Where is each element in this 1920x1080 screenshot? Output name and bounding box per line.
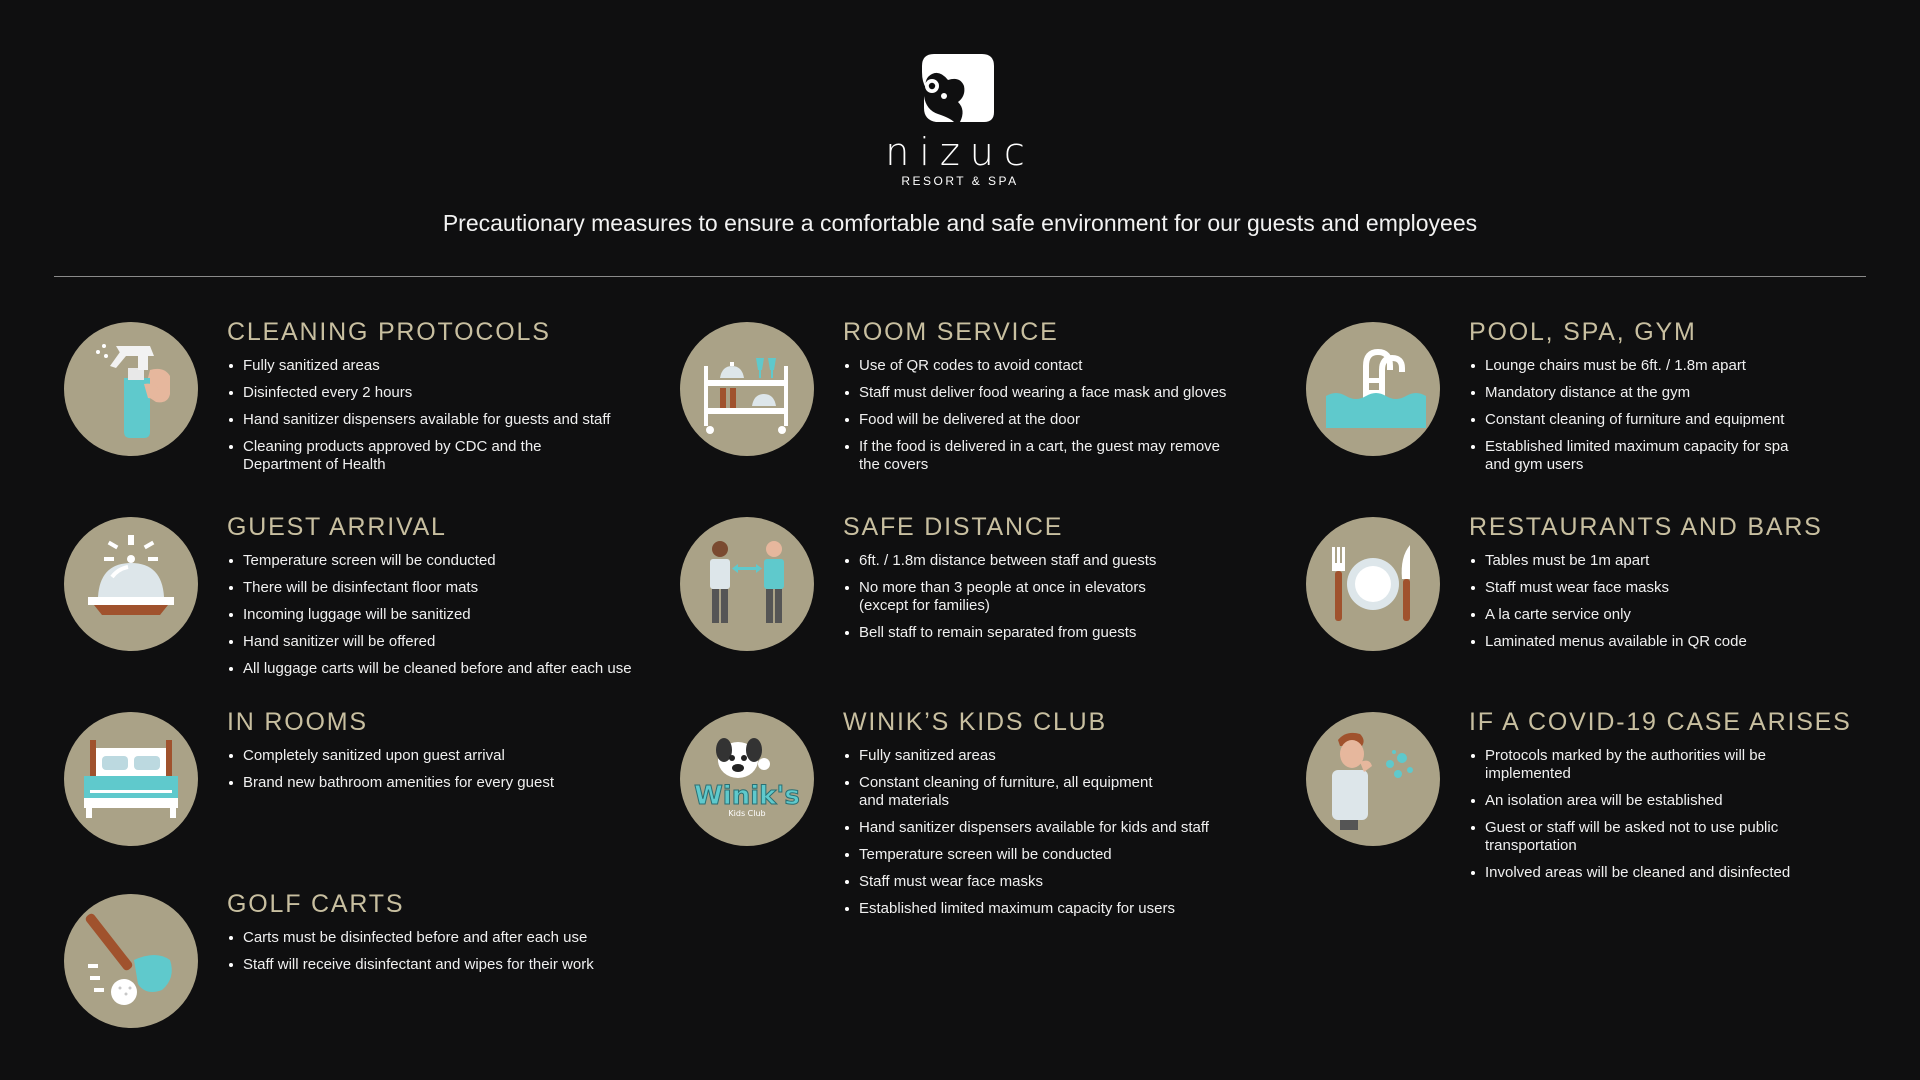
spray-bottle-icon: [64, 322, 198, 456]
list-item: Laminated menus available in QR code: [1471, 633, 1871, 651]
section-title: GOLF CARTS: [227, 890, 405, 918]
bullet-list: [229, 747, 639, 801]
list-item: Constant cleaning of furniture, all equipment and materials: [845, 774, 1175, 810]
list-item: An isolation area will be established: [1471, 792, 1811, 810]
section-title: ROOM SERVICE: [843, 318, 1059, 346]
list-item: Tables must be 1m apart: [1471, 552, 1871, 570]
list-item: Temperature screen will be conducted: [845, 846, 1235, 864]
list-item: Constant cleaning of furniture and equipment: [1471, 411, 1871, 429]
plate-cutlery-icon: [1306, 517, 1440, 651]
list-item: Staff must wear face masks: [1471, 579, 1871, 597]
people-distance-icon: [680, 517, 814, 651]
list-item: Fully sanitized areas: [845, 747, 1235, 765]
bullet-list: [1471, 357, 1871, 483]
list-item: Brand new bathroom amenities for every guest: [229, 774, 639, 792]
list-item: Carts must be disinfected before and after each use: [229, 929, 639, 947]
section-title: IN ROOMS: [227, 708, 368, 736]
list-item: Staff must deliver food wearing a face mask and gloves: [845, 384, 1255, 402]
section-title: WINIK’S KIDS CLUB: [843, 708, 1107, 736]
list-item: If the food is delivered in a cart, the guest may remove the covers: [845, 438, 1225, 474]
bullet-list: [1471, 552, 1871, 660]
list-item: Cleaning products approved by CDC and the Department of Health: [229, 438, 569, 474]
list-item: Established limited maximum capacity for spa and gym users: [1471, 438, 1811, 474]
list-item: Hand sanitizer will be offered: [229, 633, 639, 651]
pool-ladder-icon: [1306, 322, 1440, 456]
list-item: A la carte service only: [1471, 606, 1871, 624]
brand-subtitle: RESORT & SPA: [901, 174, 1019, 188]
sneezing-person-icon: [1306, 712, 1440, 846]
list-item: Incoming luggage will be sanitized: [229, 606, 639, 624]
bullet-list: [1471, 747, 1811, 891]
list-item: 6ft. / 1.8m distance between staff and guests: [845, 552, 1175, 570]
list-item: Bell staff to remain separated from guests: [845, 624, 1175, 642]
list-item: Temperature screen will be conducted: [229, 552, 639, 570]
section-title: IF A COVID-19 CASE ARISES: [1469, 708, 1852, 736]
kids-club-logo-subtext: Kids Club: [728, 809, 766, 818]
list-item: There will be disinfectant floor mats: [229, 579, 639, 597]
brand-name: nizuc: [885, 130, 1035, 174]
list-item: Staff must wear face masks: [845, 873, 1235, 891]
section-title: SAFE DISTANCE: [843, 513, 1064, 541]
list-item: Disinfected every 2 hours: [229, 384, 619, 402]
bullet-list: [229, 929, 639, 983]
bullet-list: [845, 552, 1175, 651]
service-bell-icon: [64, 517, 198, 651]
list-item: No more than 3 people at once in elevators (except for families): [845, 579, 1165, 615]
section-title: RESTAURANTS AND BARS: [1469, 513, 1823, 541]
bullet-list: [845, 357, 1255, 483]
service-cart-icon: [680, 322, 814, 456]
list-item: Hand sanitizer dispensers available for guests and staff: [229, 411, 619, 429]
kids-club-logo-text: Winik's: [694, 781, 800, 811]
list-item: Food will be delivered at the door: [845, 411, 1255, 429]
list-item: Fully sanitized areas: [229, 357, 619, 375]
bullet-list: [229, 357, 619, 483]
list-item: Staff will receive disinfectant and wipes for their work: [229, 956, 639, 974]
list-item: Guest or staff will be asked not to use public transportation: [1471, 819, 1791, 855]
nizuc-logo-icon: [920, 52, 996, 124]
section-title: GUEST ARRIVAL: [227, 513, 447, 541]
list-item: All luggage carts will be cleaned before and after each use: [229, 660, 639, 678]
list-item: Mandatory distance at the gym: [1471, 384, 1871, 402]
list-item: Established limited maximum capacity for users: [845, 900, 1235, 918]
kids-club-logo-icon: [680, 712, 814, 846]
list-item: Involved areas will be cleaned and disinfected: [1471, 864, 1811, 882]
section-title: CLEANING PROTOCOLS: [227, 318, 551, 346]
golf-club-icon: [64, 894, 198, 1028]
section-title: POOL, SPA, GYM: [1469, 318, 1697, 346]
bed-icon: [64, 712, 198, 846]
list-item: Lounge chairs must be 6ft. / 1.8m apart: [1471, 357, 1871, 375]
list-item: Protocols marked by the authorities will be implemented: [1471, 747, 1791, 783]
list-item: Use of QR codes to avoid contact: [845, 357, 1255, 375]
header-divider: [54, 276, 1866, 277]
page-tagline: Precautionary measures to ensure a comfortable and safe environment for our guests and employees: [442, 210, 1478, 236]
list-item: Hand sanitizer dispensers available for kids and staff: [845, 819, 1235, 837]
list-item: Completely sanitized upon guest arrival: [229, 747, 639, 765]
bullet-list: [229, 552, 639, 687]
bullet-list: [845, 747, 1235, 927]
